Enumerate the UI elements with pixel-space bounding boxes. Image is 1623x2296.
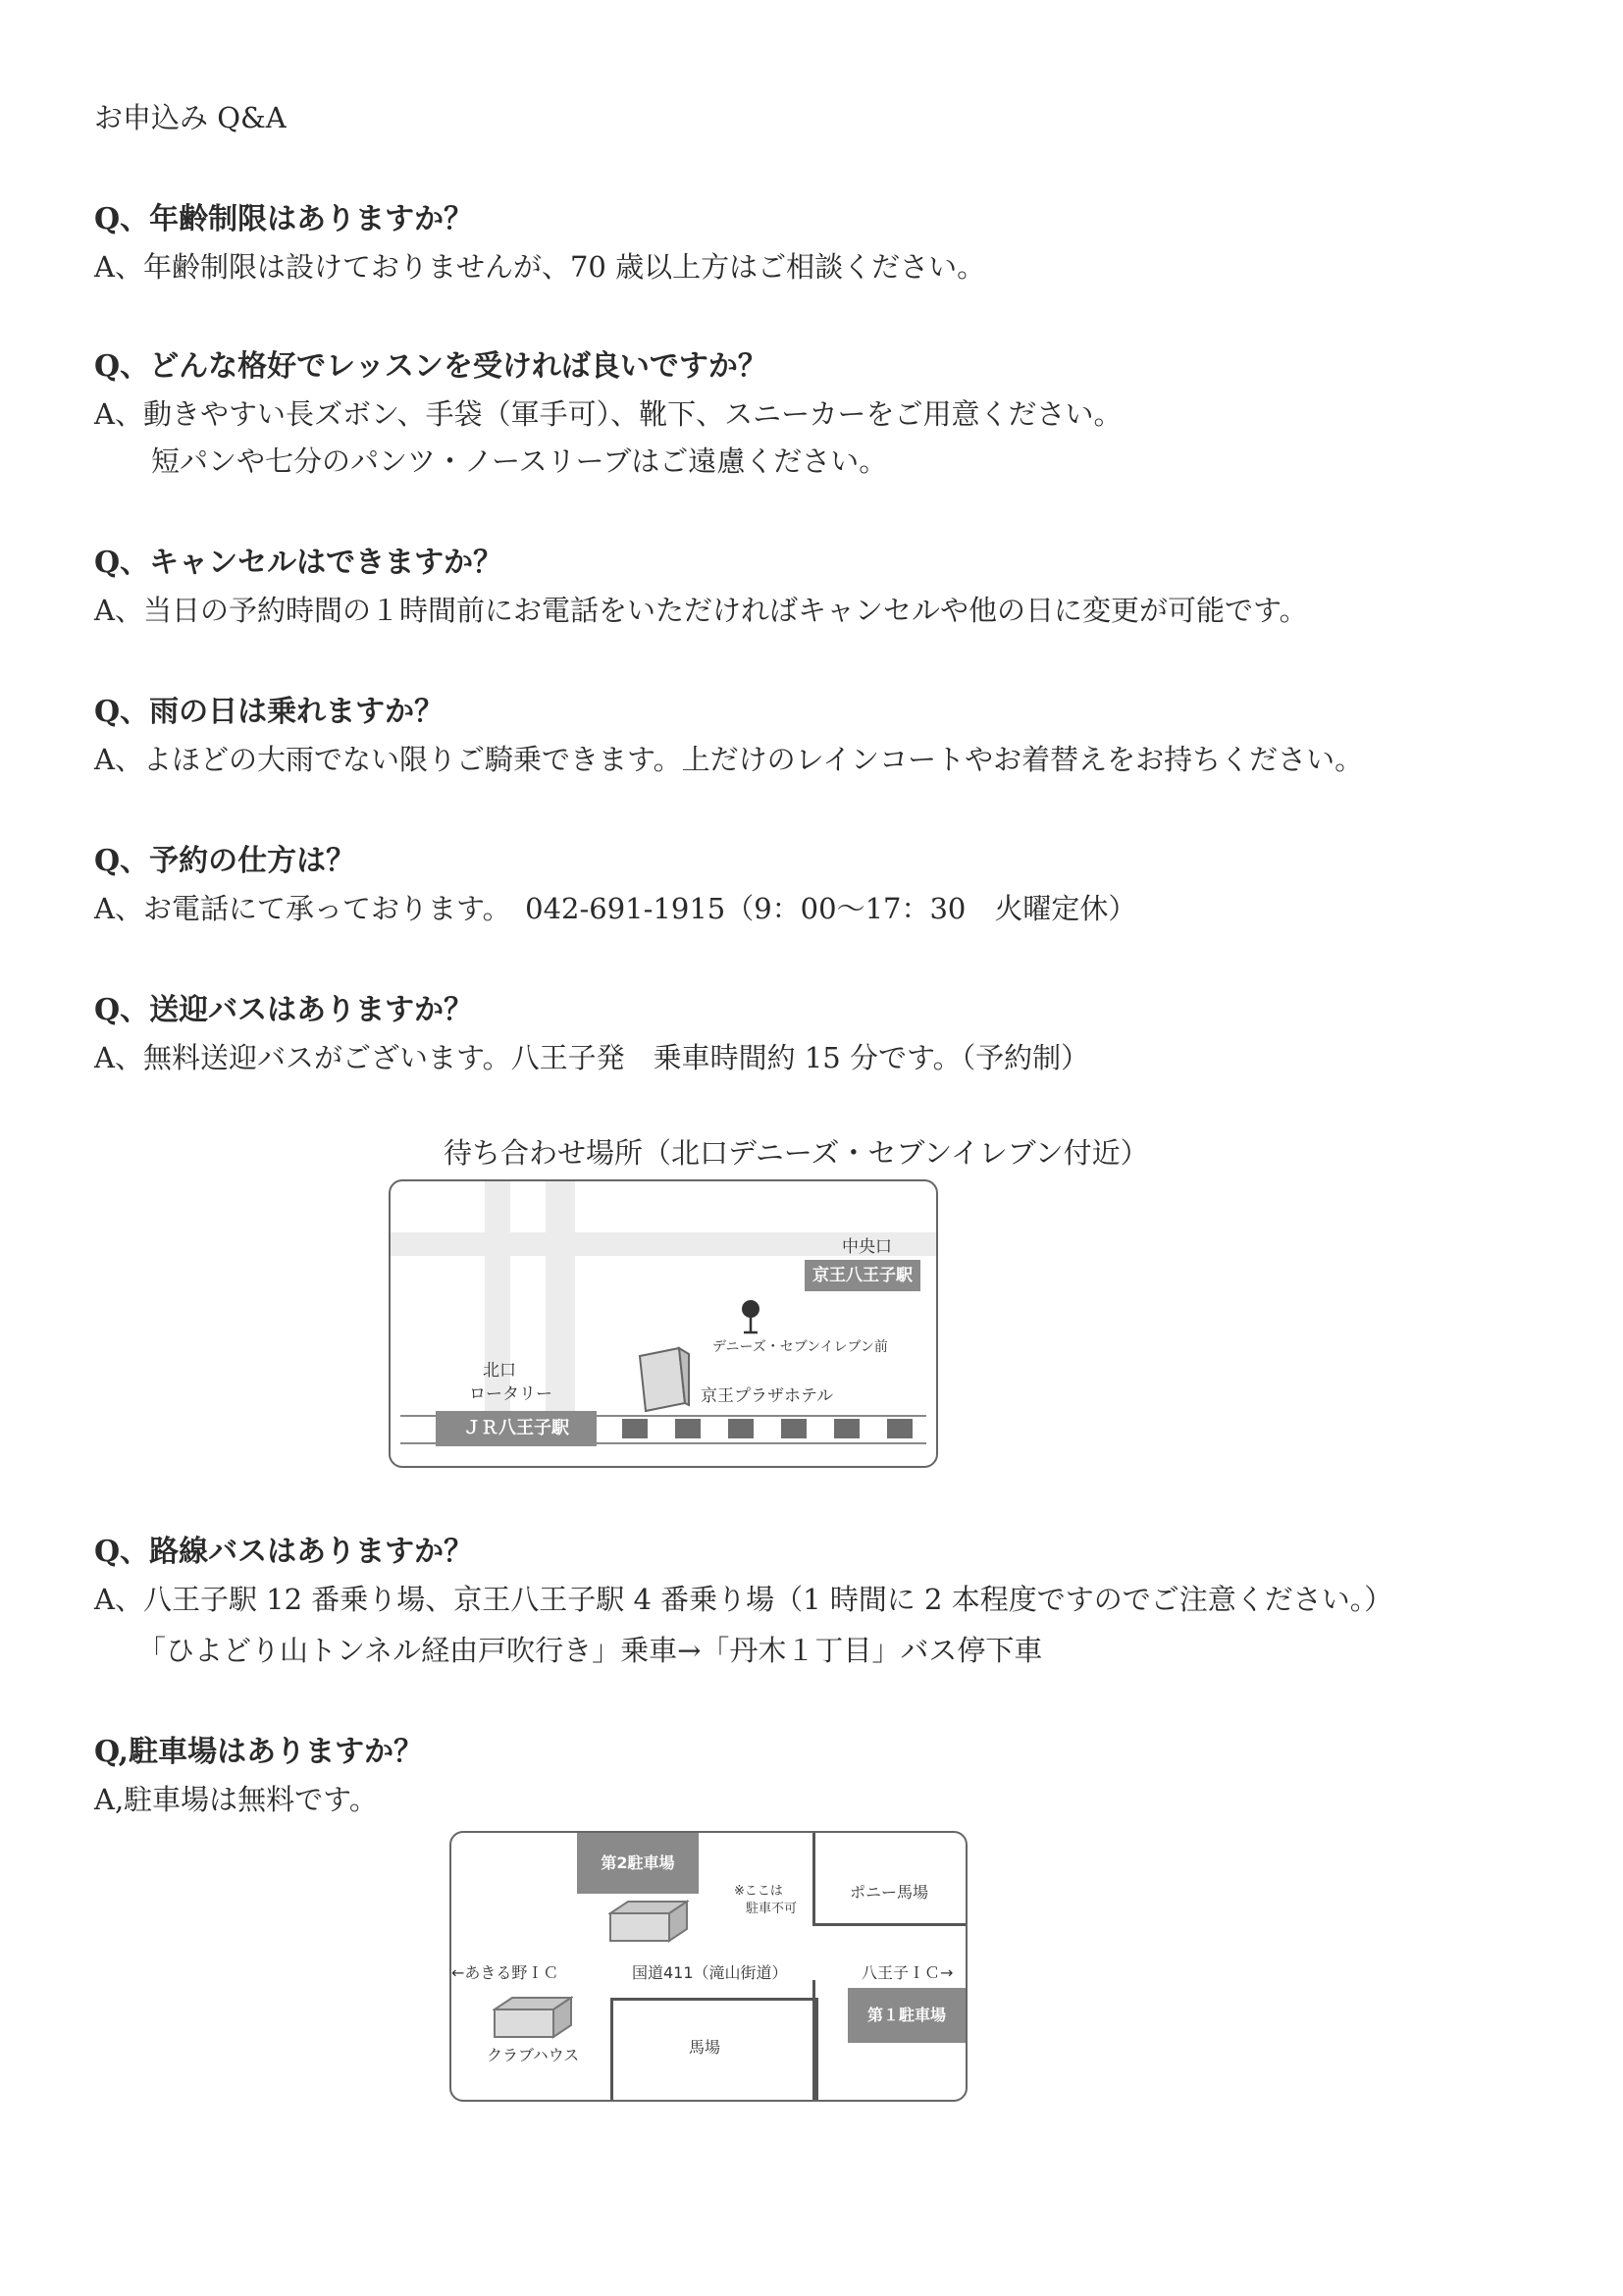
no-parking-note-line1: ※ここは — [734, 1884, 783, 1899]
track-tie — [887, 1419, 913, 1438]
answer-route-bus-line1: A、八王子駅 12 番乗り場、京王八王子駅 4 番乗り場（1 時間に 2 本程度ですのでご注意ください。） — [94, 1583, 1393, 1616]
answer-cancel: A、当日の予約時間の１時間前にお電話をいただければキャンセルや他の日に変更が可能です。 — [94, 594, 1308, 627]
track-tie — [622, 1419, 648, 1438]
pony-ring-outline — [812, 1831, 968, 1926]
meeting-point-map — [389, 1179, 938, 1468]
track-tie — [675, 1419, 701, 1438]
akiruno-ic-label: ←あきる野ＩＣ — [451, 1963, 559, 1982]
answer-attire-line2: 短パンや七分のパンツ・ノースリーブはご遠慮ください。 — [151, 444, 888, 478]
question-route-bus: Q、路線バスはありますか？ — [94, 1535, 474, 1569]
clubhouse-building-icon — [493, 1996, 573, 2039]
tree-icon — [739, 1299, 762, 1334]
answer-rain: A、よほどの大雨でない限りご騎乗できます。上だけのレインコートやお着替えをお持ちください。 — [94, 743, 1364, 776]
answer-attire-line1: A、動きやすい長ズボン、手袋（軍手可）、靴下、スニーカーをご用意ください。 — [94, 397, 1123, 431]
parking-map — [449, 1831, 968, 2102]
hachioji-ic-label: 八王子ＩＣ→ — [862, 1963, 954, 1982]
building-icon — [608, 1900, 689, 1943]
page-title: お申込み Q&A — [94, 101, 287, 134]
question-parking: Q,駐車場はありますか？ — [94, 1735, 424, 1769]
question-reservation: Q、予約の仕方は？ — [94, 844, 356, 878]
clubhouse-label: クラブハウス — [487, 2046, 580, 2064]
question-shuttle-bus: Q、送迎バスはありますか？ — [94, 993, 474, 1027]
track-tie — [781, 1419, 807, 1438]
rotary-label: ロータリー — [469, 1384, 552, 1404]
route-411-label: 国道411（滝山街道） — [632, 1963, 788, 1982]
parking-lot-2: 第2駐車場 — [577, 1833, 699, 1894]
keio-hachioji-station: 京王八王子駅 — [805, 1260, 920, 1291]
north-exit-label: 北口 — [483, 1361, 516, 1381]
question-age-limit: Q、年齢制限はありますか？ — [94, 202, 474, 236]
pony-ring-label: ポニー馬場 — [850, 1883, 929, 1902]
parking-lot-1: 第１駐車場 — [848, 1988, 966, 2043]
answer-reservation: A、お電話にて承っております。 042-691-1915（9：00～17：30 火曜定休） — [94, 892, 1137, 925]
road-edge — [812, 1980, 815, 2102]
meeting-map-caption: 待ち合わせ場所（北口デニーズ・セブンイレブン付近） — [444, 1136, 1149, 1170]
answer-route-bus-line2: 「ひよどり山トンネル経由戸吹行き」乗車→「丹木１丁目」バス停下車 — [137, 1634, 1043, 1667]
central-exit-label: 中央口 — [842, 1237, 892, 1257]
answer-shuttle-bus: A、無料送迎バスがございます。八王子発 乗車時間約 15 分です。（予約制） — [94, 1041, 1090, 1074]
meeting-point-label: デニーズ・セブンイレブン前 — [712, 1339, 888, 1355]
answer-age-limit: A、年齢制限は設けておりませんが、70 歳以上方はご相談ください。 — [94, 250, 986, 284]
track-tie — [728, 1419, 754, 1438]
answer-parking: A,駐車場は無料です。 — [94, 1783, 378, 1816]
question-attire: Q、どんな格好でレッスンを受ければ良いですか？ — [94, 349, 767, 384]
arena-label: 馬場 — [689, 2038, 721, 2057]
track-tie — [834, 1419, 860, 1438]
no-parking-note-line2: 駐車不可 — [746, 1902, 798, 1916]
hotel-label: 京王プラザホテル — [701, 1386, 834, 1406]
hotel-building-icon — [636, 1344, 693, 1415]
jr-hachioji-station: ＪＲ八王子駅 — [436, 1411, 597, 1446]
question-cancel: Q、キャンセルはできますか？ — [94, 546, 503, 580]
map-road — [546, 1181, 575, 1413]
question-rain: Q、雨の日は乗れますか？ — [94, 695, 445, 729]
